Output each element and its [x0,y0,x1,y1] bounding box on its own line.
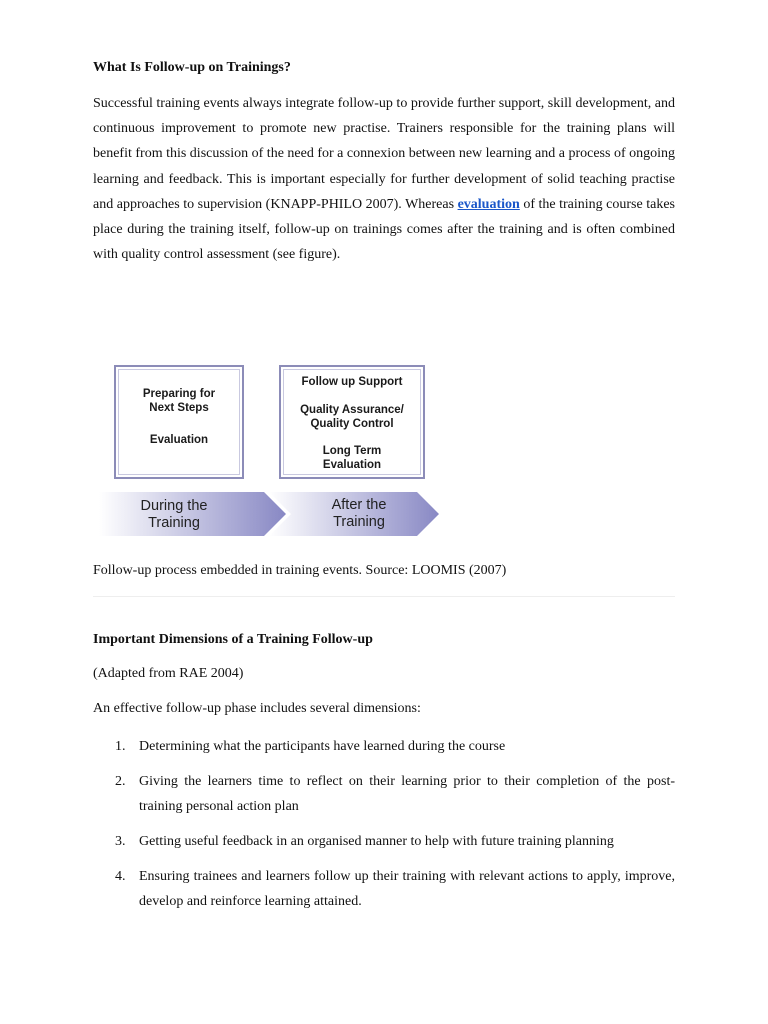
list-item [93,829,675,854]
list-item [93,769,675,819]
arrow-text: After the [331,497,387,513]
list-number: 2. [115,774,126,789]
intro-paragraph [93,91,675,267]
box-text: Preparing for [142,388,216,400]
arrow-text: Training [148,515,200,531]
box-text: Evaluation [322,459,382,471]
list-item-text: Determining what the participants have learned during the course [139,739,506,754]
list-intro: An effective follow-up phase includes several dimensions: [93,701,421,716]
box-text: Evaluation [149,434,209,446]
list-number: 4. [115,869,126,884]
dimensions-list [93,734,675,924]
list-item-text: Ensuring trainees and learners follow up their training with relevant actions to apply, improve, develop and reinforce learning attained. [139,869,675,909]
follow-up-process-figure [99,360,444,545]
arrow-text: During the [140,498,208,514]
list-item [93,864,675,914]
section-divider [93,596,675,597]
list-item-text: Giving the learners time to reflect on their learning prior to their completion of the post-training personal action plan [139,774,675,814]
paragraph-text-start: Successful training events always integrate follow-up to provide further support, skill development, and continuous improvement to promote new practise. Trainers responsible for the training plans will benefit from this discussion of the need for a connexion between new learning and a process of ongoing learning and feedback. This is important especially for further development of solid teaching practise and approaches to supervision (KNAPP-PHILO 2007). Whereas [93,96,675,212]
arrow-text: Training [333,514,385,530]
box-text: Quality Assurance/ [300,404,404,416]
box-text: Long Term [322,445,382,457]
arrow-label-after [304,497,414,531]
during-training-box [114,365,244,479]
box-text: Quality Control [310,418,394,430]
source-note: (Adapted from RAE 2004) [93,666,244,681]
box-text: Follow up Support [301,376,403,388]
list-number: 3. [115,834,126,849]
section-heading-dimensions: Important Dimensions of a Training Follow-up [93,632,373,647]
box-text: Next Steps [149,402,209,414]
evaluation-link[interactable]: evaluation [457,196,520,212]
figure-caption: Follow-up process embedded in training events. Source: LOOMIS (2007) [93,563,507,578]
paragraph-text-end: of the training course takes place during the training itself, follow-up on trainings comes after the training and is often combined with quality control assessment (see figure). [93,196,675,263]
after-training-box [279,365,425,479]
arrow-label-during [119,498,229,532]
list-item-text: Getting useful feedback in an organised manner to help with future training planning [139,834,614,849]
list-number: 1. [115,739,126,754]
section-heading-follow-up: What Is Follow-up on Trainings? [93,60,291,75]
list-item [93,734,675,759]
